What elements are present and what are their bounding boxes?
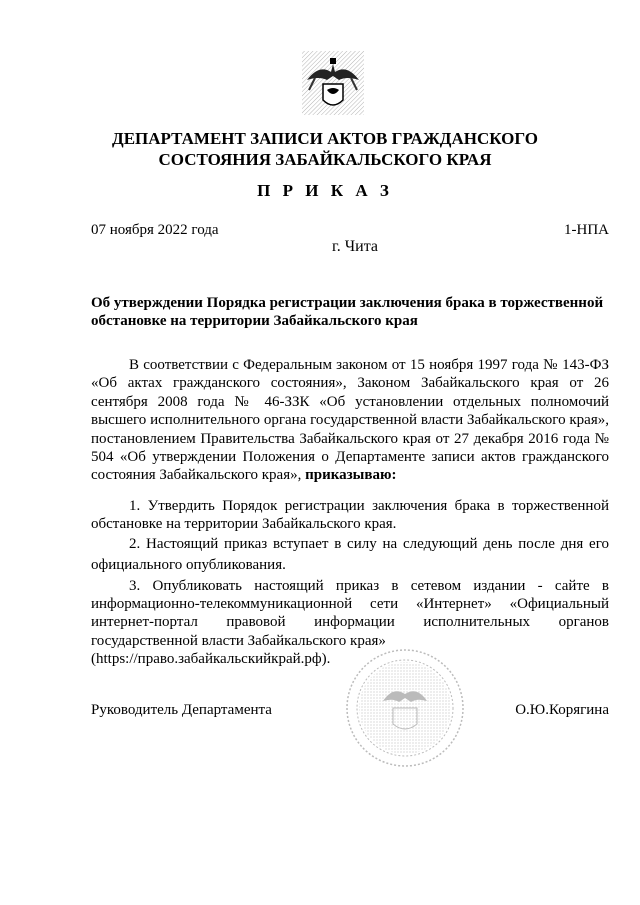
header-line-2: СОСТОЯНИЯ ЗАБАЙКАЛЬСКОГО КРАЯ [158, 150, 492, 169]
seal-stamp-icon [343, 646, 468, 770]
document-number: 1-НПА [564, 222, 609, 238]
document-type: П Р И К А З [257, 181, 393, 200]
coat-of-arms-icon [301, 50, 365, 116]
document-date: 07 ноября 2022 года [91, 222, 219, 238]
department-header [80, 128, 570, 170]
order-item-3-text: 3. Опубликовать настоящий приказ в сетевом издании - сайте в информационно-телекоммуникационной сети «Интернет» «Официальный интернет-портал правовой информации исполнительных органов государственной власти Забайкальского края» [91, 577, 609, 649]
document-body [91, 356, 609, 669]
order-item-3-url: (https://право.забайкальскийкрай.рф). [91, 651, 331, 668]
signer-name: О.Ю.Корягина [515, 702, 609, 718]
preamble-paragraph [91, 356, 609, 485]
document-title: Об утверждении Порядка регистрации заключения брака в торжественной обстановке на территории Забайкальского края [91, 295, 604, 329]
signer-role: Руководитель Департамента [91, 702, 272, 718]
order-item-2: 2. Настоящий приказ вступает в силу на следующий день после дня его официального опубликования. [91, 535, 609, 574]
preamble-bold-tail: приказываю: [305, 467, 397, 484]
preamble-text: В соответствии с Федеральным законом от 15 ноября 1997 года № 143-ФЗ «Об актах гражданского состояния», Законом Забайкальского края от 26 сентября 2008 года № 46-ЗЗК «Об установлении отдельных полномочий высшего исполнительного органа государственной власти Забайкальского края», постановлением Правительства Забайкальского края от 27 декабря 2016 года № 504 «Об утверждении Положения о Департаменте записи актов гражданского состояния Забайкальского края», [91, 357, 609, 484]
order-item-1: 1. Утвердить Порядок регистрации заключения брака в торжественной обстановке на территории Забайкальского края. [91, 497, 609, 533]
document-city: г. Чита [331, 238, 378, 255]
header-line-1: ДЕПАРТАМЕНТ ЗАПИСИ АКТОВ ГРАЖДАНСКОГО [112, 129, 538, 148]
